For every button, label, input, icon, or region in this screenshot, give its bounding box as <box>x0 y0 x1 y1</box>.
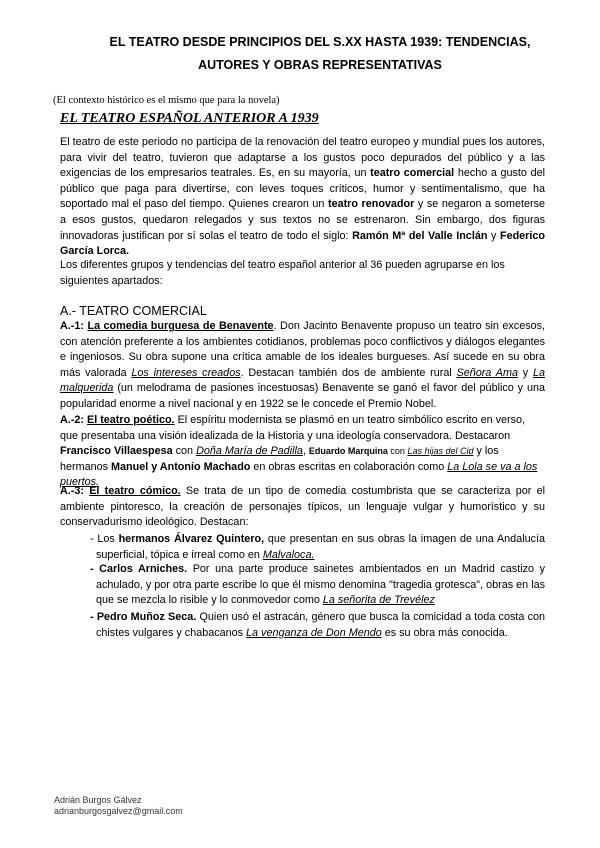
section-heading: EL TEATRO ESPAÑOL ANTERIOR A 1939 <box>60 111 319 126</box>
list-item-quintero: - Los hermanos Álvarez Quintero, que presentan en sus obras la imagen de una Andalucía superficial, tópica e irreal como en Malvaloca. <box>90 533 545 561</box>
intro-paragraph: El teatro de este periodo no participa de la renovación del teatro europeo y mundial pues los autores, para vivir del teatro, tuvieron que adaptarse a los gustos poco depurados del público y a las exigencias de los empresarios teatrales. Es, en su mayoría, un teatro comercial hecho a gusto del público que paga para divertirse, con leves toques críticos, humor y sentimentalismo, que ha soportado mal el paso del tiempo. Quienes crearon un teatro renovador y se negaron a someterse a esos gustos, quedaron relegados y sus textos no se estrenaron. Sin embargo, dos figuras innovadoras justifican por sí solas el teatro de todo el siglo: Ramón Mª del Valle Inclán y Federico García Lorca. <box>60 136 546 258</box>
footer <box>54 795 183 817</box>
context-note: (El contexto histórico es el mismo que para la novela) <box>53 95 280 106</box>
subsection-a3: A.-3: El teatro cómico. Se trata de un tipo de comedia costumbrista que se caracteriza por el ambiente pintoresco, la creación de personajes típicos, un lenguaje vulgar y humorístico y su conservadurismo ideológico. Destacan: <box>60 485 546 529</box>
author-email: adrianburgosgalvez@gmail.com <box>54 806 183 816</box>
subsection-a1: A.-1: La comedia burguesa de Benavente. Don Jacinto Benavente propuso un teatro sin excesos, con atención preferente a los ambientes cotidianos, problemas poco conflictivos y diálogos elegantes e ingeniosos. Su obra supone una crítica amable de los ideales burgueses. Así sucede en su obra más valorada Los intereses creados. Destacan también dos de ambiente rural Señora Ama y La malquerida (un melodrama de pasiones incestuosas) Benavente se ganó el favor del público y una popularidad enorme a nivel nacional y en 1922 se le concede el Premio Nobel. <box>60 320 545 410</box>
document-title-line-2: AUTORES Y OBRAS REPRESENTATIVAS <box>198 58 442 72</box>
list-item-munoz-seca: - Pedro Muñoz Seca. Quien usó el astracán, género que busca la comicidad a toda costa con chistes vulgares y chabacanos La venganza de Don Mendo es su obra más conocida. <box>90 611 545 639</box>
author-name: Adrián Burgos Gálvez <box>54 795 142 805</box>
list-item-arniches: - Carlos Arniches. Por una parte produce sainetes ambientados en un Madrid castizo y achulado, y por otra parte escribe lo que él mismo denomina "tragedia grotesca", obras en las que se mezcla lo risible y lo conmovedor como La señorita de Trevélez <box>90 563 545 607</box>
intro-paragraph-2: Los diferentes grupos y tendencias del teatro español anterior al 36 pueden agruparse en los siguientes apartados: <box>60 259 505 287</box>
subsection-a2: A.-2: El teatro poético. El espíritu modernista se plasmó en un teatro simbólico escrito en verso, que presentaba una visión idealizada de la Historia y una ideología conservadora. Destacaron Francisco Villaespesa con Doña María de Padilla, Eduardo Marquina con Las hijas del Cid y los hermanos Manuel y Antonio Machado en obras escritas en colaboración como La Lola se va a los puertos. <box>60 414 538 489</box>
document-title-line-1: EL TEATRO DESDE PRINCIPIOS DEL S.XX HASTA 1939: TENDENCIAS, <box>109 35 531 49</box>
section-a-heading: A.- TEATRO COMERCIAL <box>60 304 207 318</box>
